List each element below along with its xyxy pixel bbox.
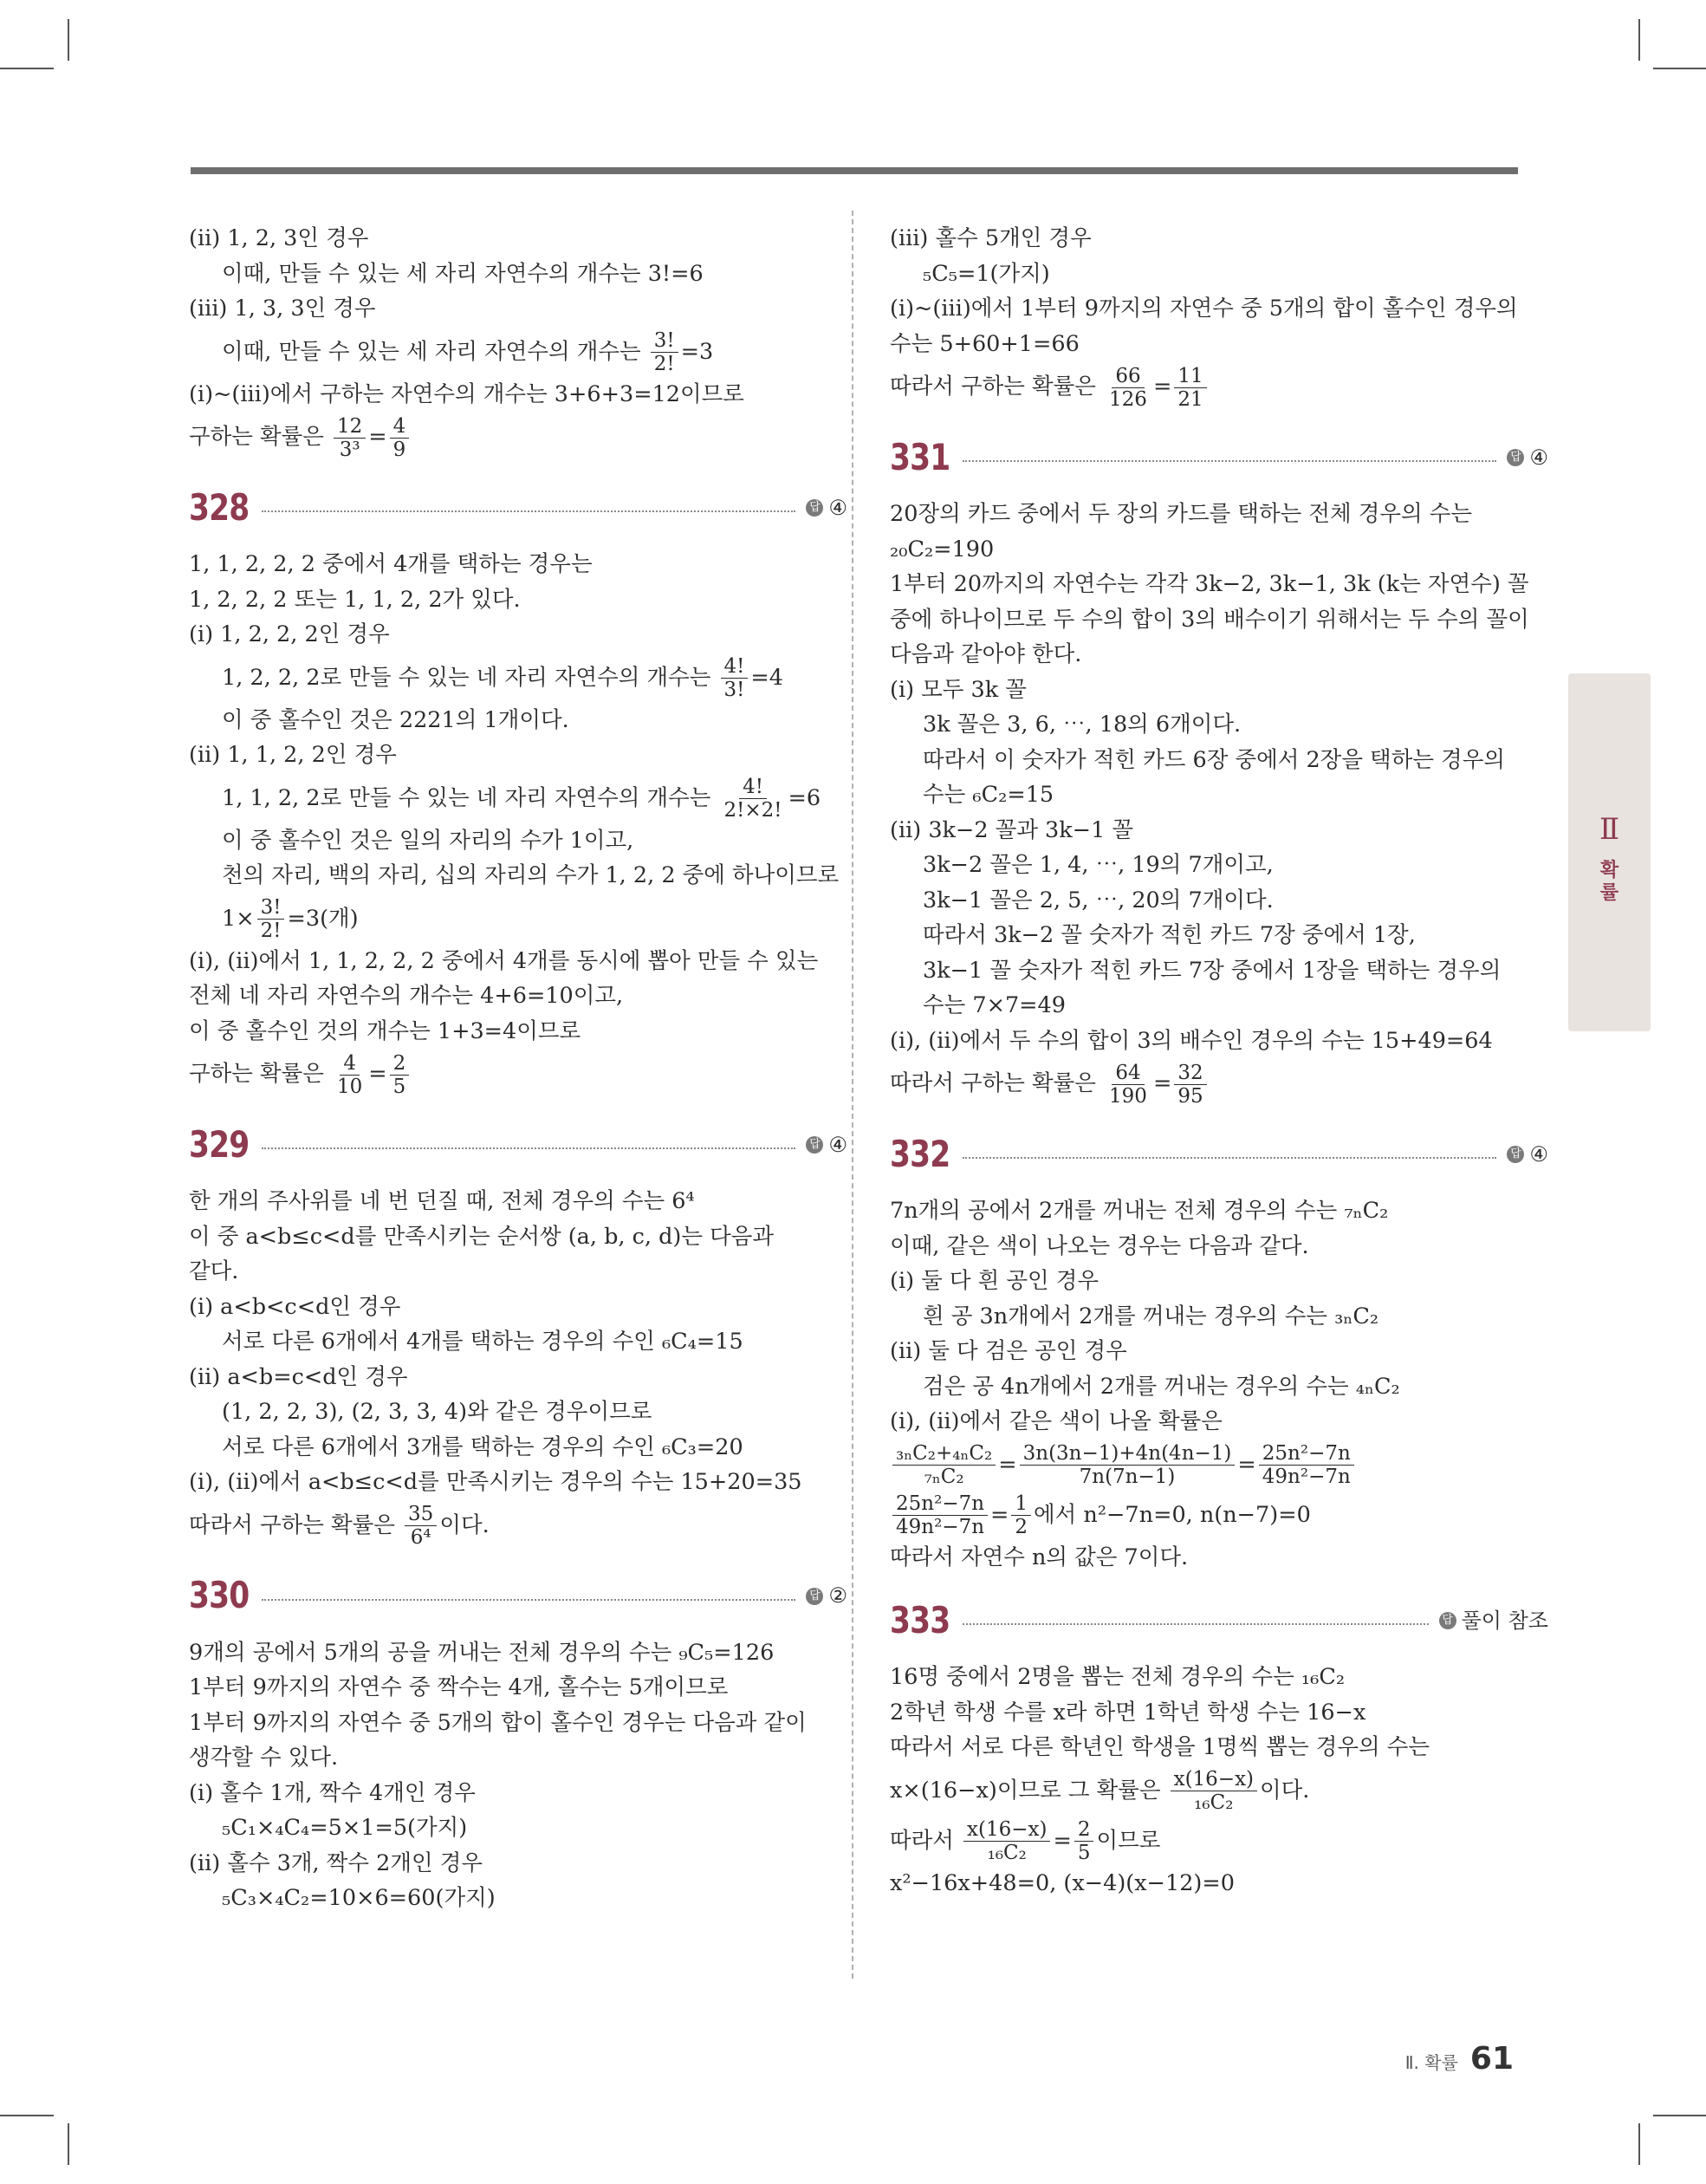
text-line: 9개의 공에서 5개의 공을 꺼내는 전체 경우의 수는 ₉C₅=126 — [189, 1639, 775, 1666]
page-number: 61 — [1469, 2041, 1514, 2077]
fraction: $\frac{3n(3n-1)+4n(4n-1)}{7n(7n-1)}$ — [1020, 1442, 1236, 1488]
fraction: $\frac{32}{95}$ — [1174, 1062, 1206, 1108]
text-line: 이 중 홀수인 것의 개수는 1+3=4이므로 — [189, 1017, 581, 1044]
text-line: 3k−1 꼴 숫자가 적힌 카드 7장 중에서 1장을 택하는 경우의 — [923, 957, 1502, 984]
crop-mark — [68, 2123, 69, 2165]
text-line: 천의 자리, 백의 자리, 십의 자리의 수가 1, 2, 2 중에 하나이므로 — [222, 862, 840, 888]
text-line: (ⅲ) 홀수 5개인 경우 — [890, 225, 1092, 251]
text-line: 같다. — [189, 1258, 239, 1284]
fraction: $\frac{4}{10}$ — [337, 1051, 363, 1098]
text-line: 수는 ₆C₂=15 — [923, 782, 1054, 808]
text-line: 따라서 구하는 확률은 $\frac{64}{190}$ = $\frac{32}{95}$ — [890, 1058, 1548, 1108]
problem-number: 328 — [189, 485, 250, 529]
fraction: $\frac{x(16-x)}{\text{₁₆C₂}}$ — [1171, 1768, 1257, 1814]
text-line: 3k−1 꼴은 2, 5, ⋯, 20의 7개이다. — [923, 887, 1274, 913]
fraction: $\frac{3!}{2!}$ — [257, 896, 285, 942]
answer-badge-icon: 답 — [1507, 449, 1524, 466]
text-line: (ⅰ) 모두 3k 꼴 — [890, 676, 1027, 703]
text-line: 한 개의 주사위를 네 번 던질 때, 전체 경우의 수는 6⁴ — [189, 1188, 695, 1214]
text-line: 1부터 20까지의 자연수는 각각 3k−2, 3k−1, 3k (k는 자연수) 꼴 — [890, 571, 1529, 597]
fraction: $\frac{4!}{2!\times 2!}$ — [723, 776, 782, 822]
fraction: $\frac{11}{21}$ — [1174, 365, 1206, 411]
dotted-leader — [963, 460, 1496, 462]
chapter-label: 확 률 — [1599, 860, 1619, 904]
text-line: 이 중 홀수인 것은 일의 자리의 수가 1이고, — [222, 827, 634, 854]
text-line: ₅C₃×₄C₂=10×6=60(가지) — [222, 1885, 496, 1911]
fraction: $\frac{\text{₃ₙC₂+₄ₙC₂}}{\text{₇ₙC₂}}$ — [892, 1442, 996, 1488]
dotted-leader — [963, 1157, 1496, 1159]
text-line: 따라서 3k−2 꼴 숫자가 적힌 카드 7장 중에서 1장, — [923, 922, 1416, 948]
text-line: 서로 다른 6개에서 3개를 택하는 경우의 수인 ₆C₃=20 — [222, 1433, 743, 1460]
text-line: 이때, 만들 수 있는 세 자리 자연수의 개수는 3!=6 — [222, 260, 704, 287]
text-line: $\frac{\text{₃ₙC₂+₄ₙC₂}}{\text{₇ₙC₂}}$ = $\frac{3n(3n-1)+4n(4n-1)}{7n(7n-1)}$ = $\frac{\text{25n²−7n}}{\text{49n²−7n}}$ — [890, 1440, 1548, 1490]
text-line: (ⅱ) 홀수 3개, 짝수 2개인 경우 — [189, 1849, 483, 1876]
text-line: 수는 7×7=49 — [923, 992, 1066, 1018]
dotted-leader — [262, 1599, 795, 1601]
text-line: (ⅰ) a<b<c<d인 경우 — [189, 1293, 401, 1320]
answer-badge-icon: 답 — [1439, 1612, 1456, 1629]
page-footer — [1405, 2041, 1514, 2077]
fraction: $\frac{x(16-x)}{\text{₁₆C₂}}$ — [963, 1818, 1050, 1864]
problem-number: 331 — [890, 435, 950, 478]
fraction: $\frac{35}{\text{6⁴}}$ — [405, 1503, 437, 1549]
fraction: $\frac{4}{9}$ — [390, 415, 410, 461]
text-line: 1, 2, 2, 2로 만들 수 있는 네 자리 자연수의 개수는 $\frac{4!}{3!}$ =4 — [222, 655, 783, 701]
answer: 답 ④ — [1507, 440, 1548, 476]
text-line: 1, 2, 2, 2 또는 1, 1, 2, 2가 있다. — [189, 586, 521, 613]
footer-section: Ⅱ. 확률 — [1404, 2052, 1458, 2073]
text-line: 16명 중에서 2명을 뽑는 전체 경우의 수는 ₁₆C₂ — [890, 1664, 1346, 1690]
text-line: (ⅲ) 1, 3, 3인 경우 — [189, 296, 376, 322]
answer-badge-icon: 답 — [806, 1136, 823, 1154]
dotted-leader — [963, 1623, 1429, 1625]
fraction: $\frac{3!}{2!}$ — [651, 329, 678, 375]
text-line: ₂₀C₂=190 — [890, 536, 995, 562]
answer-badge-icon: 답 — [806, 1588, 823, 1605]
text-line: (ⅱ) 둘 다 검은 공인 경우 — [890, 1338, 1127, 1364]
problem-header — [890, 431, 1548, 484]
text-line: 서로 다른 6개에서 4개를 택하는 경우의 수인 ₆C₄=15 — [222, 1329, 743, 1355]
left-column — [189, 221, 847, 1916]
chapter-tab — [1568, 673, 1651, 1031]
fraction: $\frac{2}{5}$ — [390, 1052, 410, 1098]
text-line: (ⅰ) 1, 2, 2, 2인 경우 — [189, 621, 390, 647]
answer: 답 ④ — [1507, 1137, 1548, 1173]
text-line: (ⅰ), (ⅱ)에서 같은 색이 나올 확률은 — [890, 1408, 1223, 1434]
text-line: (ⅰ) 둘 다 흰 공인 경우 — [890, 1268, 1099, 1294]
answer-badge-icon: 답 — [806, 499, 823, 517]
text-line: 3k 꼴은 3, 6, ⋯, 18의 6개이다. — [923, 712, 1242, 738]
text-line: (ⅰ)~(ⅲ)에서 구하는 자연수의 개수는 3+6+3=12이므로 — [189, 380, 744, 407]
answer: 답 ④ — [806, 491, 847, 526]
column-divider — [852, 211, 853, 1979]
fraction: $\frac{64}{190}$ — [1109, 1061, 1147, 1108]
text-line: 따라서 $\frac{x(16-x)}{\text{₁₆C₂}}$ = $\frac{2}{5}$ 이므로 — [890, 1818, 1161, 1864]
text-line: (ⅰ), (ⅱ)에서 1, 1, 2, 2, 2 중에서 4개를 동시에 뽑아 만들 수 있는 — [189, 947, 819, 974]
fraction: $\frac{\text{25n²−7n}}{\text{49n²−7n}}$ — [892, 1492, 988, 1538]
text-line: (ⅱ) 1, 2, 3인 경우 — [189, 225, 369, 251]
crop-mark — [1653, 68, 1706, 69]
problem-header — [189, 1570, 847, 1623]
text-line: 이 중 홀수인 것은 2221의 1개이다. — [222, 706, 569, 733]
text-line: 다음과 같아야 한다. — [890, 641, 1082, 667]
text-line: (ⅰ), (ⅱ)에서 a<b≤c<d를 만족시키는 경우의 수는 15+20=35 — [189, 1469, 802, 1495]
text-line: x²−16x+48=0, (x−4)(x−12)=0 — [890, 1869, 1235, 1896]
problem-header — [189, 1118, 847, 1172]
fraction: $\frac{12}{\text{3³}}$ — [334, 415, 366, 461]
text-line: (ⅰ) 홀수 1개, 짝수 4개인 경우 — [189, 1779, 476, 1806]
text-line: 20장의 카드 중에서 두 장의 카드를 택하는 전체 경우의 수는 — [890, 501, 1472, 527]
fraction: $\frac{66}{126}$ — [1109, 364, 1147, 411]
crop-mark — [1638, 19, 1640, 61]
text-line: 구하는 확률은 $\frac{12}{\text{3³}}$ = $\frac{4}{9}$ — [189, 412, 847, 462]
crop-mark — [0, 2115, 54, 2116]
crop-mark — [1638, 2123, 1640, 2165]
text-line: $\frac{\text{25n²−7n}}{\text{49n²−7n}}$ = $\frac{1}{2}$ 에서 n²−7n=0, n(n−7)=0 — [890, 1490, 1548, 1540]
text-line: 따라서 구하는 확률은 $\frac{66}{126}$ = $\frac{11}{21}$ — [890, 361, 1548, 412]
text-line: 흰 공 3n개에서 2개를 꺼내는 경우의 수는 ₃ₙC₂ — [923, 1303, 1379, 1329]
text-line: 구하는 확률은 $\frac{4}{10}$ = $\frac{2}{5}$ — [189, 1049, 847, 1099]
text-line: 7n개의 공에서 2개를 꺼내는 전체 경우의 수는 ₇ₙC₂ — [890, 1198, 1389, 1224]
text-line: 따라서 서로 다른 학년인 학생을 1명씩 뽑는 경우의 수는 — [890, 1734, 1430, 1760]
text-line: 2학년 학생 수를 x라 하면 1학년 학생 수는 16−x — [890, 1699, 1366, 1726]
text-line: 전체 네 자리 자연수의 개수는 4+6=10이고, — [189, 983, 624, 1009]
answer: 답 ④ — [806, 1128, 847, 1163]
fraction: $\frac{\text{25n²−7n}}{\text{49n²−7n}}$ — [1259, 1442, 1354, 1488]
text-line: (ⅰ), (ⅱ)에서 두 수의 합이 3의 배수인 경우의 수는 15+49=64 — [890, 1027, 1493, 1054]
text-line: 따라서 이 숫자가 적힌 카드 6장 중에서 2장을 택하는 경우의 — [923, 746, 1505, 773]
text-line: 1, 1, 2, 2로 만들 수 있는 네 자리 자연수의 개수는 $\frac{4!}{2!\times 2!}$ =6 — [222, 776, 821, 822]
text-line: 3k−2 꼴은 1, 4, ⋯, 19의 7개이고, — [923, 852, 1274, 878]
problem-header — [890, 1594, 1548, 1648]
text-line: 검은 공 4n개에서 2개를 꺼내는 경우의 수는 ₄ₙC₂ — [923, 1373, 1400, 1400]
answer: 답 풀이 참조 — [1439, 1603, 1548, 1639]
dotted-leader — [262, 510, 795, 512]
text-line: 따라서 자연수 n의 값은 7이다. — [890, 1544, 1189, 1570]
text-line: ₅C₅=1(가지) — [923, 260, 1050, 287]
answer-badge-icon: 답 — [1507, 1146, 1524, 1163]
text-line: 수는 5+60+1=66 — [890, 330, 1080, 357]
right-column — [890, 221, 1548, 1901]
problem-number: 330 — [189, 1574, 250, 1617]
problem-header — [890, 1128, 1548, 1181]
crop-mark — [0, 68, 54, 69]
text-line: 이때, 같은 색이 나오는 경우는 다음과 같다. — [890, 1232, 1309, 1259]
text-line: 1부터 9까지의 자연수 중 5개의 합이 홀수인 경우는 다음과 같이 — [189, 1709, 807, 1736]
text-line: ₅C₁×₄C₄=5×1=5(가지) — [222, 1815, 468, 1841]
fraction: $\frac{1}{2}$ — [1011, 1492, 1031, 1538]
text-line: 1, 1, 2, 2, 2 중에서 4개를 택하는 경우는 — [189, 551, 593, 577]
crop-mark — [68, 19, 69, 61]
text-line: (ⅱ) 1, 1, 2, 2인 경우 — [189, 742, 397, 768]
text-line: 1× $\frac{3!}{2!}$ =3(개) — [222, 896, 359, 942]
text-line: (ⅱ) a<b=c<d인 경우 — [189, 1363, 408, 1390]
problem-number: 332 — [890, 1132, 950, 1175]
text-line: 중에 하나이므로 두 수의 합이 3의 배수이기 위해서는 두 수의 꼴이 — [890, 606, 1529, 633]
header-rule — [191, 167, 1518, 174]
text-line: 1부터 9까지의 자연수 중 짝수는 4개, 홀수는 5개이므로 — [189, 1674, 729, 1700]
answer: 답 ② — [806, 1578, 847, 1614]
text-line: (ⅱ) 3k−2 꼴과 3k−1 꼴 — [890, 816, 1134, 843]
fraction: $\frac{4!}{3!}$ — [721, 655, 749, 701]
text-line: 이때, 만들 수 있는 세 자리 자연수의 개수는 $\frac{3!}{2!}$ =3 — [222, 329, 714, 375]
problem-number: 329 — [189, 1122, 250, 1166]
text-line: 이 중 a<b≤c<d를 만족시키는 순서쌍 (a, b, c, d)는 다음과 — [189, 1223, 775, 1250]
fraction: $\frac{2}{5}$ — [1074, 1818, 1094, 1864]
text-line: (ⅰ)~(ⅲ)에서 1부터 9까지의 자연수 중 5개의 합이 홀수인 경우의 — [890, 296, 1518, 322]
text-line: 따라서 구하는 확률은 $\frac{35}{\text{6⁴}}$ 이다. — [189, 1503, 490, 1549]
text-line: x×(16−x)이므로 그 확률은 $\frac{x(16-x)}{\text{₁₆C₂}}$ 이다. — [890, 1768, 1310, 1814]
chapter-numeral: Ⅱ — [1599, 812, 1620, 847]
dotted-leader — [262, 1147, 795, 1149]
crop-mark — [1653, 2115, 1706, 2116]
text-line: (1, 2, 2, 3), (2, 3, 3, 4)와 같은 경우이므로 — [222, 1399, 652, 1425]
problem-number: 333 — [890, 1598, 950, 1641]
problem-header — [189, 481, 847, 535]
text-line: 생각할 수 있다. — [189, 1745, 339, 1771]
